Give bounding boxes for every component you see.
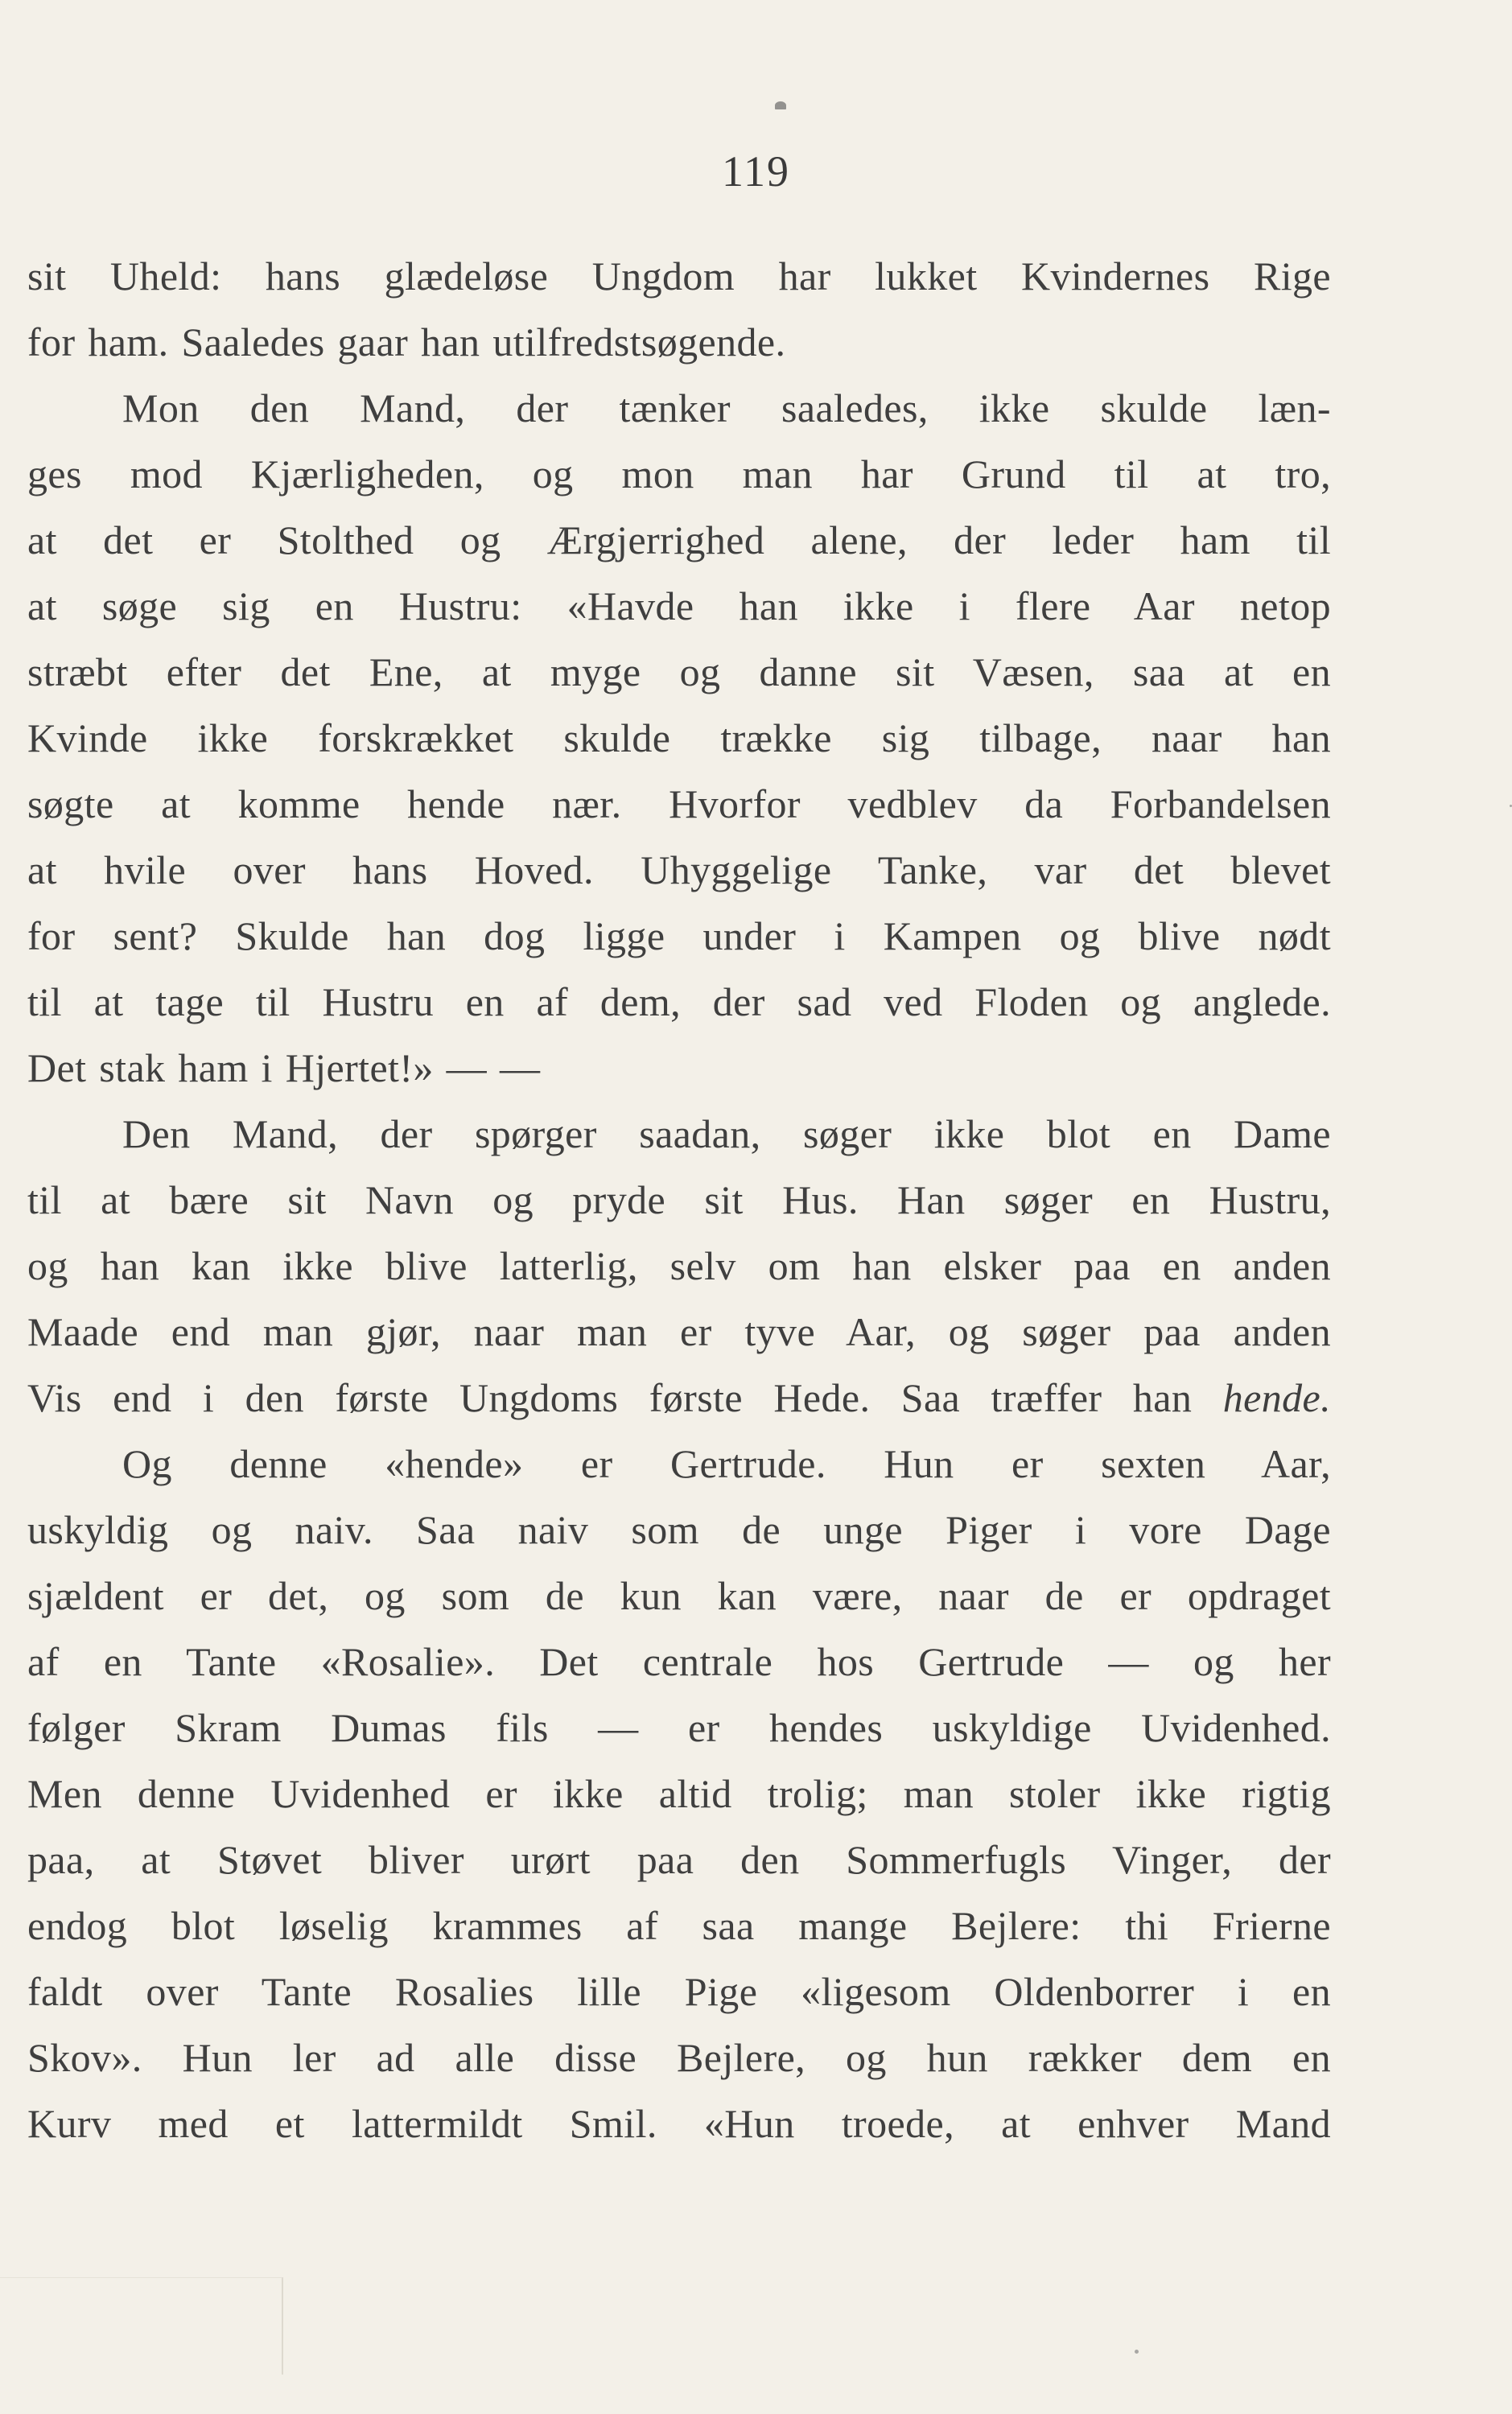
text-line: og han kan ikke blive latterlig, selv om han elsker paa en anden — [27, 1243, 1331, 1288]
text-line: ges mod Kjærligheden, og mon man har Grund til at tro, — [27, 451, 1331, 496]
paper-edge-mark — [0, 2277, 283, 2375]
text-line: Skov». Hun ler ad alle disse Bejlere, og hun rækker dem en — [27, 2035, 1331, 2080]
text-line: faldt over Tante Rosalies lille Pige «ligesom Oldenborrer i en — [27, 1969, 1331, 2014]
text-line: endog blot løselig krammes af saa mange Bejlere: thi Frierne — [27, 1903, 1331, 1948]
text-line: til at bære sit Navn og pryde sit Hus. Han søger en Hustru, — [27, 1177, 1331, 1222]
paper-speck — [1135, 2350, 1139, 2354]
text-line: uskyldig og naiv. Saa naiv som de unge Piger i vore Dage — [27, 1507, 1331, 1552]
text-line: Kvinde ikke forskrækket skulde trække sig tilbage, naar han — [27, 715, 1331, 760]
page-number: 119 — [722, 147, 790, 196]
text-line: for ham. Saaledes gaar han utilfredstsøgende. — [27, 319, 786, 365]
text-line: at søge sig en Hustru: «Havde han ikke i flere Aar netop — [27, 583, 1331, 628]
text-line: at hvile over hans Hoved. Uhyggelige Tanke, var det blevet — [27, 847, 1331, 892]
text-line: følger Skram Dumas fils — er hendes uskyldige Uvidenhed. — [27, 1705, 1331, 1750]
text-line: af en Tante «Rosalie». Det centrale hos Gertrude — og her — [27, 1639, 1331, 1684]
text-line: Mon den Mand, der tænker saaledes, ikke skulde læn- — [122, 385, 1331, 430]
text-line: Den Mand, der spørger saadan, søger ikke blot en Dame — [122, 1111, 1331, 1156]
text-line: at det er Stolthed og Ærgjerrighed alene, der leder ham til — [27, 517, 1331, 562]
text-line: for sent? Skulde han dog ligge under i Kampen og blive nødt — [27, 913, 1331, 958]
text-line: Det stak ham i Hjertet!» — — — [27, 1045, 541, 1090]
text-line: sit Uheld: hans glædeløse Ungdom har lukket Kvindernes Rige — [27, 253, 1331, 299]
text-line: Maade end man gjør, naar man er tyve Aar, og søger paa anden — [27, 1309, 1331, 1354]
printer-mark — [775, 101, 786, 109]
text-line: Og denne «hende» er Gertrude. Hun er sexten Aar, — [122, 1441, 1331, 1486]
body-text — [27, 243, 1331, 2157]
text-line-prefix: Vis end i den første Ungdoms første Hede. Saa træffer han — [27, 1375, 1193, 1420]
text-line: sjældent er det, og som de kun kan være, naar de er opdraget — [27, 1573, 1331, 1618]
text-line: Men denne Uvidenhed er ikke altid trolig; man stoler ikke rigtig — [27, 1771, 1331, 1816]
text-line: til at tage til Hustru en af dem, der sad ved Floden og anglede. — [27, 979, 1331, 1024]
text-line: paa, at Støvet bliver urørt paa den Sommerfugls Vinger, der — [27, 1837, 1331, 1882]
text-line: søgte at komme hende nær. Hvorfor vedblev da Forbandelsen — [27, 781, 1331, 826]
text-line: Kurv med et lattermildt Smil. «Hun troede, at enhver Mand — [27, 2101, 1331, 2146]
text-line-with-emphasis — [27, 1365, 1331, 1431]
emphasized-word: hende. — [1222, 1375, 1331, 1420]
text-line: stræbt efter det Ene, at myge og danne sit Væsen, saa at en — [27, 649, 1331, 694]
